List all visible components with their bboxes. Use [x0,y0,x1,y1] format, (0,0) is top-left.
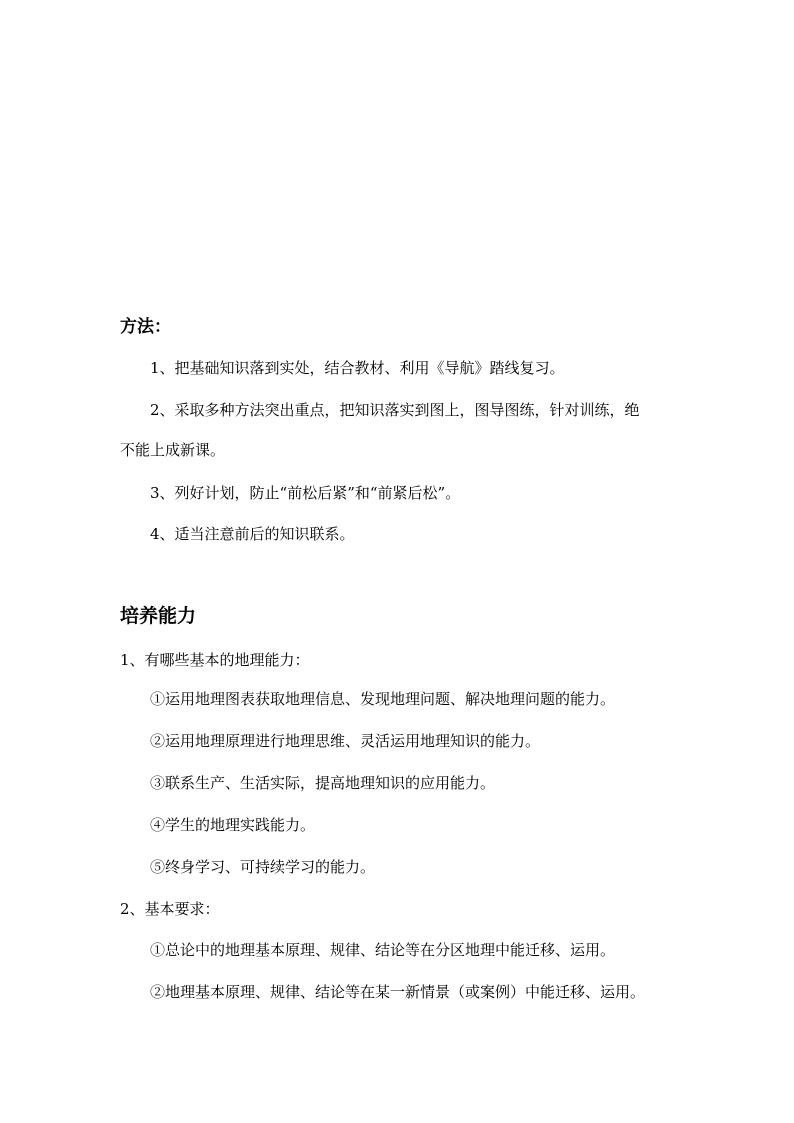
ability-section2-heading: 2、基本要求： [120,900,220,918]
ability-item-5: ⑤终身学习、可持续学习的能力。 [150,858,376,876]
requirement-item-1: ①总论中的地理基本原理、规律、结论等在分区地理中能迁移、运用。 [150,941,616,959]
method-item-2: 2、采取多种方法突出重点，把知识落实到图上，图导图练，针对训练，绝 [150,401,640,419]
ability-item-3: ③联系生产、生活实际，提高地理知识的应用能力。 [150,774,496,792]
method-item-1: 1、把基础知识落到实处，结合教材、利用《导航》踏线复习。 [150,359,565,377]
method-item-3: 3、列好计划，防止“前松后紧”和“前紧后松”。 [150,484,461,502]
ability-section1-heading: 1、有哪些基本的地理能力： [120,651,310,669]
method-title: 方法： [120,317,171,337]
ability-item-2: ②运用地理原理进行地理思维、灵活运用地理知识的能力。 [150,732,541,750]
method-item-2-continued: 不能上成新课。 [120,441,226,459]
requirement-item-2: ②地理基本原理、规律、结论等在某一新情景（或案例）中能迁移、运用。 [150,983,646,1001]
ability-item-1: ①运用地理图表获取地理信息、发现地理问题、解决地理问题的能力。 [150,690,616,708]
method-item-4: 4、适当注意前后的知识联系。 [150,525,355,543]
ability-title: 培养能力 [120,605,197,627]
ability-item-4: ④学生的地理实践能力。 [150,816,316,834]
